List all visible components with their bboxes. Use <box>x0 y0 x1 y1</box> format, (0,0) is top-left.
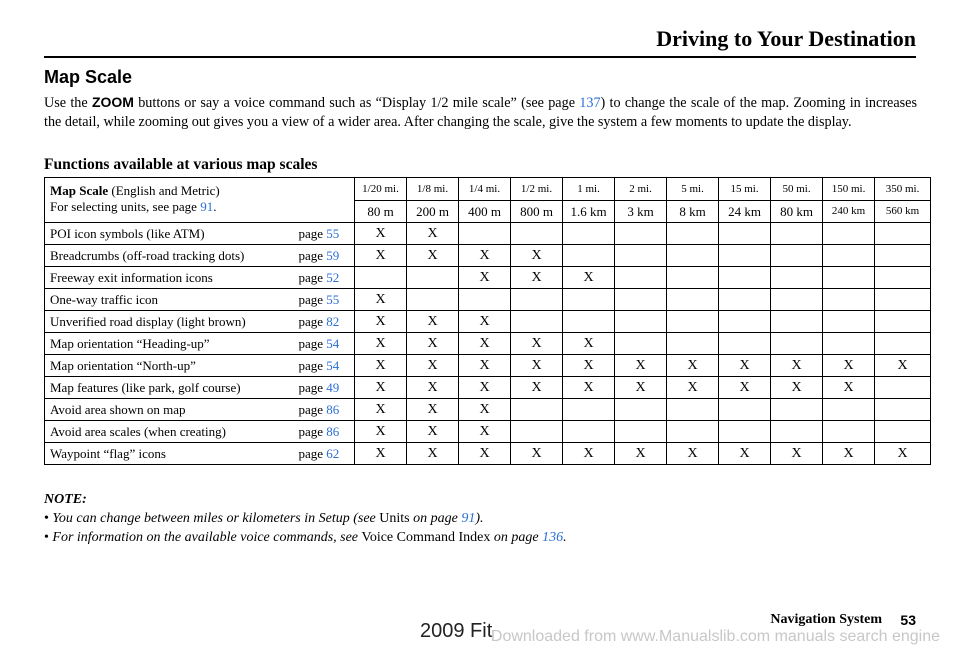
table-header-cell <box>45 178 355 223</box>
availability-mark: X <box>875 355 931 377</box>
availability-mark: X <box>511 333 563 355</box>
availability-mark: X <box>407 421 459 443</box>
page-label: page <box>298 226 327 241</box>
availability-mark: X <box>511 267 563 289</box>
page-label: page <box>298 424 327 439</box>
availability-mark <box>771 223 823 245</box>
availability-mark <box>667 245 719 267</box>
footer-page-number: 53 <box>900 612 916 628</box>
availability-mark <box>615 267 667 289</box>
availability-mark: X <box>563 443 615 465</box>
header-units-text: For selecting units, see page <box>50 199 201 214</box>
table-row <box>45 289 931 311</box>
availability-mark <box>823 421 875 443</box>
section-title: Map Scale <box>44 67 133 87</box>
feature-name: Map orientation “North-up” <box>45 355 295 377</box>
availability-mark: X <box>875 443 931 465</box>
bullet-icon: • <box>44 511 53 526</box>
availability-mark <box>459 223 511 245</box>
feature-name: One-way traffic icon <box>45 289 295 311</box>
page-link-137[interactable]: 137 <box>579 95 601 111</box>
availability-mark <box>875 421 931 443</box>
header-units-end: . <box>213 199 217 214</box>
header-rule <box>44 56 916 58</box>
header-units-note: (English and Metric) <box>108 183 220 198</box>
feature-page-ref <box>295 223 355 245</box>
scale-metric-cell: 560 km <box>875 201 931 223</box>
feature-page-ref <box>295 267 355 289</box>
availability-mark: X <box>355 333 407 355</box>
availability-mark <box>875 223 931 245</box>
scale-miles-cell: 15 mi. <box>719 178 771 201</box>
availability-mark <box>615 245 667 267</box>
site-watermark: Downloaded from www.Manualslib.com manuals search engine <box>490 628 940 645</box>
scale-miles-cell: 1/4 mi. <box>459 178 511 201</box>
availability-mark <box>719 223 771 245</box>
availability-mark: X <box>771 377 823 399</box>
table-row <box>45 311 931 333</box>
availability-mark <box>875 311 931 333</box>
availability-mark <box>615 399 667 421</box>
availability-mark: X <box>459 421 511 443</box>
feature-page-ref <box>295 333 355 355</box>
note-reference: Units <box>379 511 410 526</box>
availability-mark: X <box>407 377 459 399</box>
page-header-title: Driving to Your Destination <box>656 26 916 51</box>
availability-mark <box>615 333 667 355</box>
availability-mark <box>511 421 563 443</box>
availability-mark <box>511 311 563 333</box>
availability-mark <box>563 289 615 311</box>
availability-mark <box>823 399 875 421</box>
availability-mark <box>615 421 667 443</box>
table-row <box>45 421 931 443</box>
availability-mark <box>719 289 771 311</box>
availability-mark <box>563 245 615 267</box>
scale-metric-cell: 24 km <box>719 201 771 223</box>
note-text: . <box>563 530 567 545</box>
scale-metric-cell: 1.6 km <box>563 201 615 223</box>
scale-metric-cell: 800 m <box>511 201 563 223</box>
availability-mark <box>875 289 931 311</box>
availability-mark <box>563 223 615 245</box>
scale-miles-cell: 50 mi. <box>771 178 823 201</box>
feature-name: Freeway exit information icons <box>45 267 295 289</box>
feature-page-ref <box>295 311 355 333</box>
availability-mark: X <box>615 355 667 377</box>
availability-mark: X <box>511 245 563 267</box>
availability-mark <box>719 421 771 443</box>
page-link[interactable]: 62 <box>326 446 340 461</box>
page-link[interactable]: 49 <box>326 380 340 395</box>
availability-mark: X <box>407 311 459 333</box>
feature-name: Avoid area shown on map <box>45 399 295 421</box>
note-text: You can change between miles or kilometers in Setup (see <box>52 511 380 526</box>
header-map-scale: Map Scale <box>50 183 109 198</box>
table-row <box>45 377 931 399</box>
availability-mark: X <box>459 399 511 421</box>
table-row <box>45 443 931 465</box>
page-label: page <box>298 446 327 461</box>
availability-mark: X <box>355 377 407 399</box>
page-link[interactable]: 136 <box>542 530 564 545</box>
table-header-row-miles <box>45 178 931 201</box>
page-link[interactable]: 86 <box>326 402 340 417</box>
availability-mark: X <box>719 443 771 465</box>
scale-metric-cell: 240 km <box>823 201 875 223</box>
availability-mark <box>615 289 667 311</box>
feature-page-ref <box>295 399 355 421</box>
availability-mark: X <box>407 333 459 355</box>
table-row <box>45 245 931 267</box>
scale-metric-cell: 200 m <box>407 201 459 223</box>
page-link-91[interactable]: 91 <box>200 199 214 214</box>
availability-mark: X <box>459 245 511 267</box>
feature-page-ref <box>295 421 355 443</box>
availability-mark <box>823 333 875 355</box>
availability-mark: X <box>407 245 459 267</box>
page-link[interactable]: 86 <box>326 424 340 439</box>
page-link[interactable]: 55 <box>326 226 340 241</box>
availability-mark <box>771 311 823 333</box>
availability-mark: X <box>563 377 615 399</box>
availability-mark: X <box>355 223 407 245</box>
availability-mark <box>719 245 771 267</box>
availability-mark <box>823 289 875 311</box>
page-label: page <box>298 248 327 263</box>
scale-miles-cell: 1/2 mi. <box>511 178 563 201</box>
availability-mark: X <box>407 223 459 245</box>
availability-mark: X <box>563 355 615 377</box>
availability-mark: X <box>355 355 407 377</box>
availability-mark: X <box>823 377 875 399</box>
availability-mark <box>771 421 823 443</box>
table-row <box>45 355 931 377</box>
availability-mark <box>667 267 719 289</box>
note-text: ). <box>475 511 484 526</box>
availability-mark: X <box>407 355 459 377</box>
availability-mark: X <box>355 289 407 311</box>
scale-metric-cell: 80 m <box>355 201 407 223</box>
table-row <box>45 399 931 421</box>
availability-mark <box>615 311 667 333</box>
feature-page-ref <box>295 289 355 311</box>
page-label: page <box>298 358 327 373</box>
availability-mark <box>719 333 771 355</box>
intro-text-1: Use the <box>44 95 92 111</box>
availability-mark <box>823 223 875 245</box>
scale-miles-cell: 150 mi. <box>823 178 875 201</box>
availability-mark <box>667 289 719 311</box>
availability-mark: X <box>719 377 771 399</box>
availability-mark <box>407 267 459 289</box>
availability-mark: X <box>355 311 407 333</box>
availability-mark <box>875 267 931 289</box>
scale-miles-cell: 1 mi. <box>563 178 615 201</box>
availability-mark <box>875 245 931 267</box>
note-text: For information on the available voice commands, see <box>52 530 362 545</box>
availability-mark <box>771 245 823 267</box>
availability-mark: X <box>771 355 823 377</box>
availability-mark: X <box>563 333 615 355</box>
availability-mark <box>875 377 931 399</box>
availability-mark: X <box>615 377 667 399</box>
table-row <box>45 267 931 289</box>
availability-mark: X <box>667 443 719 465</box>
zoom-button-label: ZOOM <box>91 94 134 110</box>
availability-mark <box>667 223 719 245</box>
availability-mark <box>823 245 875 267</box>
availability-mark <box>407 289 459 311</box>
availability-mark <box>875 333 931 355</box>
note-label: NOTE: <box>44 492 87 507</box>
table-row <box>45 333 931 355</box>
availability-mark: X <box>615 443 667 465</box>
availability-mark: X <box>719 355 771 377</box>
availability-mark: X <box>355 245 407 267</box>
page-link[interactable]: 54 <box>326 358 340 373</box>
availability-mark <box>667 333 719 355</box>
availability-mark: X <box>823 355 875 377</box>
note-text: on page <box>409 511 462 526</box>
availability-mark: X <box>355 421 407 443</box>
availability-mark: X <box>459 333 511 355</box>
availability-mark <box>667 399 719 421</box>
availability-mark <box>719 399 771 421</box>
page-label: page <box>298 270 327 285</box>
page-link[interactable]: 82 <box>326 314 340 329</box>
feature-page-ref <box>295 377 355 399</box>
availability-mark <box>823 267 875 289</box>
availability-mark <box>511 223 563 245</box>
note-item <box>44 528 567 547</box>
scale-metric-cell: 8 km <box>667 201 719 223</box>
feature-name: Waypoint “flag” icons <box>45 443 295 465</box>
intro-text-3: ) to change the scale of the map. Zooming in increases the detail, while zooming out gives you a view of a wider area. After changing the scale, give the system a few moments to update the display. <box>44 95 917 130</box>
page-label: page <box>298 292 327 307</box>
availability-mark: X <box>511 377 563 399</box>
page-link[interactable]: 91 <box>461 511 476 526</box>
availability-mark <box>459 289 511 311</box>
availability-mark: X <box>563 267 615 289</box>
feature-page-ref <box>295 355 355 377</box>
availability-mark <box>771 267 823 289</box>
availability-mark: X <box>771 443 823 465</box>
scale-miles-cell: 1/20 mi. <box>355 178 407 201</box>
availability-mark: X <box>459 377 511 399</box>
availability-mark <box>563 399 615 421</box>
table-subheading: Functions available at various map scales <box>44 156 318 173</box>
availability-mark: X <box>459 267 511 289</box>
footer-section-name: Navigation System <box>770 612 882 627</box>
availability-mark <box>511 399 563 421</box>
scale-metric-cell: 400 m <box>459 201 511 223</box>
note-text: on page <box>490 530 543 545</box>
availability-mark <box>615 223 667 245</box>
availability-mark <box>875 399 931 421</box>
page-link[interactable]: 59 <box>326 248 340 263</box>
availability-mark: X <box>407 443 459 465</box>
note-block <box>44 490 567 547</box>
intro-text-2: buttons or say a voice command such as “Display 1/2 mile scale” (see page <box>133 95 580 111</box>
availability-mark: X <box>355 443 407 465</box>
availability-mark <box>355 267 407 289</box>
scale-metric-cell: 80 km <box>771 201 823 223</box>
note-reference: Voice Command Index <box>361 530 491 545</box>
table-row <box>45 223 931 245</box>
page-label: page <box>298 402 327 417</box>
page-label: page <box>298 314 327 329</box>
availability-mark <box>511 289 563 311</box>
feature-page-ref <box>295 443 355 465</box>
feature-name: Map features (like park, golf course) <box>45 377 295 399</box>
availability-mark <box>667 421 719 443</box>
availability-mark: X <box>667 377 719 399</box>
availability-mark <box>719 267 771 289</box>
availability-mark <box>771 289 823 311</box>
feature-name: Unverified road display (light brown) <box>45 311 295 333</box>
scale-miles-cell: 5 mi. <box>667 178 719 201</box>
page-label: page <box>298 380 327 395</box>
availability-mark: X <box>823 443 875 465</box>
availability-mark: X <box>667 355 719 377</box>
availability-mark: X <box>511 443 563 465</box>
availability-mark: X <box>407 399 459 421</box>
availability-mark <box>563 311 615 333</box>
model-watermark: 2009 Fit <box>420 620 493 642</box>
feature-name: Avoid area scales (when creating) <box>45 421 295 443</box>
page-link[interactable]: 55 <box>326 292 340 307</box>
scale-miles-cell: 1/8 mi. <box>407 178 459 201</box>
page-link[interactable]: 52 <box>326 270 340 285</box>
availability-mark <box>719 311 771 333</box>
availability-mark: X <box>355 399 407 421</box>
availability-mark: X <box>459 311 511 333</box>
map-scale-table <box>44 177 931 465</box>
availability-mark: X <box>459 355 511 377</box>
feature-page-ref <box>295 245 355 267</box>
page-label: page <box>298 336 327 351</box>
availability-mark: X <box>459 443 511 465</box>
note-item <box>44 509 567 528</box>
bullet-icon: • <box>44 530 53 545</box>
availability-mark <box>563 421 615 443</box>
availability-mark <box>823 311 875 333</box>
availability-mark <box>771 399 823 421</box>
feature-name: Breadcrumbs (off-road tracking dots) <box>45 245 295 267</box>
feature-name: POI icon symbols (like ATM) <box>45 223 295 245</box>
scale-miles-cell: 2 mi. <box>615 178 667 201</box>
availability-mark: X <box>511 355 563 377</box>
scale-metric-cell: 3 km <box>615 201 667 223</box>
intro-paragraph <box>44 93 917 132</box>
scale-miles-cell: 350 mi. <box>875 178 931 201</box>
availability-mark <box>667 311 719 333</box>
note-items <box>44 509 567 547</box>
feature-name: Map orientation “Heading-up” <box>45 333 295 355</box>
page-link[interactable]: 54 <box>326 336 340 351</box>
availability-mark <box>771 333 823 355</box>
